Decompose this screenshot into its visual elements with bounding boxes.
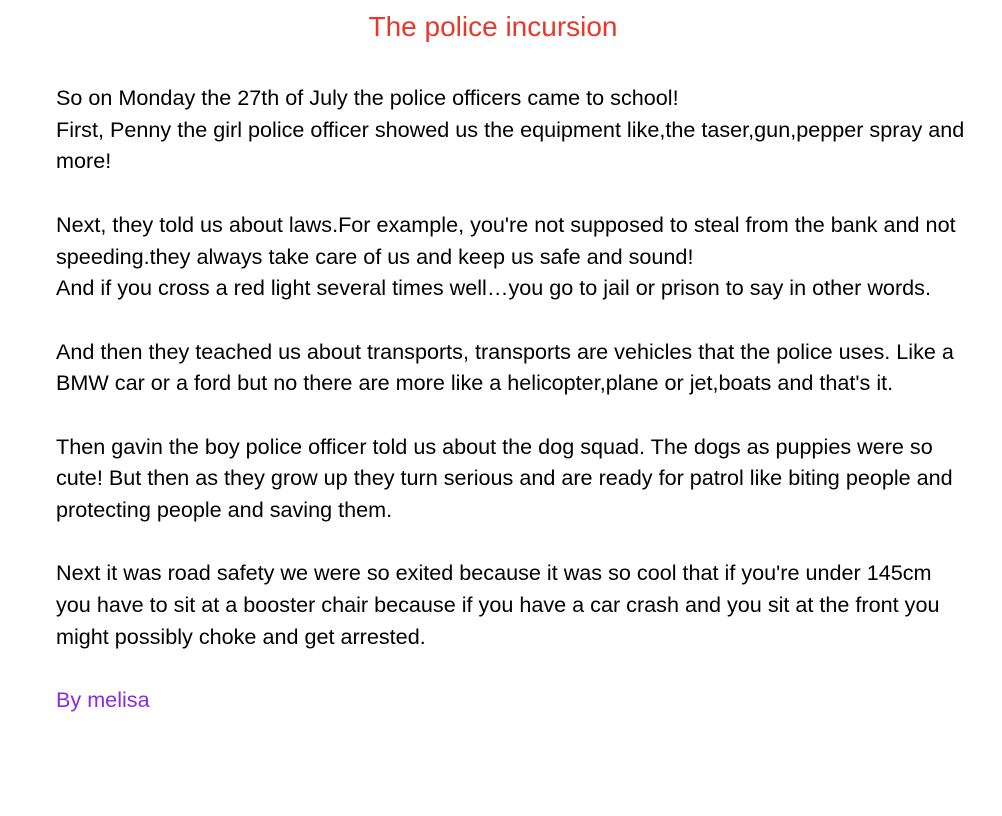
paragraph-spacer — [56, 399, 966, 431]
paragraph-laws — [56, 209, 966, 304]
paragraph-transports — [56, 336, 966, 399]
author-byline: By melisa — [56, 687, 150, 713]
page-title: The police incursion — [368, 11, 618, 42]
paragraph-line: So on Monday the 27th of July the police officers came to school! — [56, 85, 679, 110]
paragraph-spacer — [56, 653, 966, 685]
paragraph-spacer — [56, 526, 966, 558]
paragraph-line: Then gavin the boy police officer told us about the dog squad. The dogs as puppies were so cute! But then as they grow up they turn serious and are ready for patrol like biting people and protecting people and saving them. — [56, 433, 953, 523]
paragraph-road-safety — [56, 557, 966, 652]
paragraph-visit — [56, 82, 966, 177]
paragraph-spacer — [56, 177, 966, 209]
paragraph-line: Next, they told us about laws.For example, you're not supposed to steal from the bank and not speeding.they always take care of us and keep us safe and sound! — [56, 211, 956, 269]
paragraph-line: Next it was road safety we were so exited because it was so cool that if you're under 145cm you have to sit at a booster chair because if you have a car crash and you sit at the front you might possibly choke and get arrested. — [56, 560, 940, 649]
paragraph-line: And if you cross a red light several times well…you go to jail or prison to say in other words. — [56, 275, 931, 301]
paragraph-line: And then they teached us about transports, transports are vehicles that the police uses. Like a BMW car or a ford but no there are more like a helicopter,plane or jet,boats and that's it. — [56, 338, 954, 396]
paragraph-dog-squad — [56, 431, 966, 526]
paragraph-line: First, Penny the girl police officer showed us the equipment like,the taser,gun,pepper spray and more! — [56, 116, 965, 174]
article-body — [56, 82, 966, 716]
paragraph-spacer — [56, 304, 966, 336]
